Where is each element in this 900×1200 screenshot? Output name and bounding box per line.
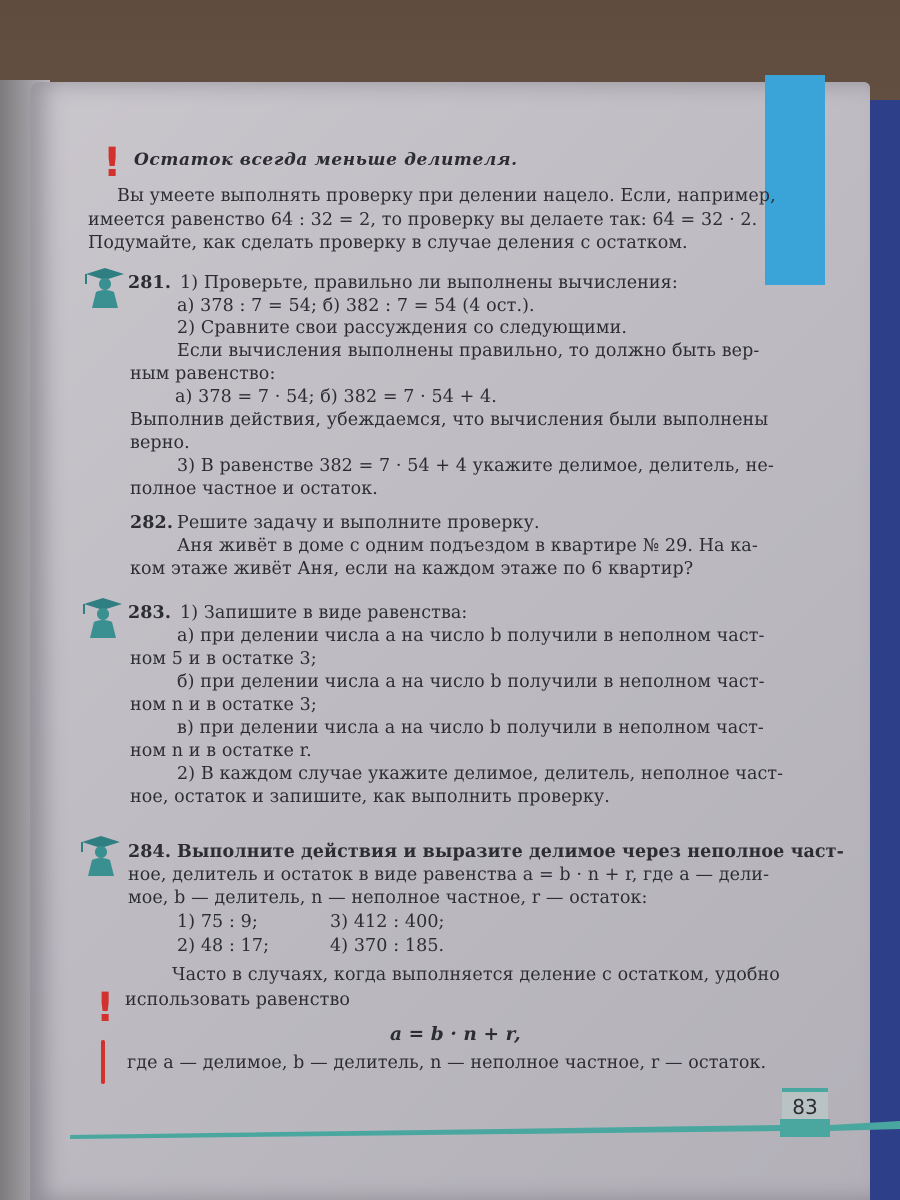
exclamation-icon: ! [103,140,122,186]
task-284-item: 3) 412 : 400; [330,912,445,932]
task-282-line: ком этаже живёт Аня, если на каждом этаже по 6 квартир? [130,559,694,579]
task-281-line: 2) Сравните свои рассуждения со следующими. [177,318,627,338]
note-text-line: использовать равенство [125,990,351,1010]
task-283-line: ном n и в остатке 3; [130,695,317,715]
task-284-line: мое, b — делитель, n — неполное частное, r — остаток: [128,888,648,908]
task-281-line: полное частное и остаток. [130,479,378,499]
task-number-283: 283. [128,603,172,623]
bookmark-ribbon [765,75,825,285]
task-number-282: 282. [130,513,174,533]
task-284-item: 4) 370 : 185. [330,936,445,956]
task-281-line: Выполнив действия, убеждаемся, что вычисления были выполнены [130,410,769,430]
task-284-item: 2) 48 : 17; [177,936,270,956]
rule-text-line: Подумайте, как сделать проверку в случае деления с остатком. [88,233,688,253]
note-text-line: Часто в случаях, когда выполняется деление с остатком, удобно [172,965,780,985]
rule-text-line: имеется равенство 64 : 32 = 2, то проверку вы делаете так: 64 = 32 · 2. [88,210,758,230]
task-283-line: 2) В каждом случае укажите делимое, делитель, неполное част- [177,764,784,784]
task-282-line: Решите задачу и выполните проверку. [177,513,540,533]
task-284-line: ное, делитель и остаток в виде равенства a = b · n + r, где a — дели- [128,865,770,885]
note-margin-bar [101,1040,105,1084]
task-number-284: 284. [128,842,172,862]
task-281-line: Если вычисления выполнены правильно, то должно быть вер- [177,341,760,361]
task-283-line: ном 5 и в остатке 3; [130,649,317,669]
task-283-line: ное, остаток и запишите, как выполнить проверку. [130,787,610,807]
task-281-line: верно. [130,433,190,453]
task-283-line: б) при делении числа a на число b получили в неполном част- [177,672,765,692]
task-283-line: 1) Запишите в виде равенства: [180,603,468,623]
rule-text-line: Вы умеете выполнять проверку при делении нацело. Если, например, [117,186,776,206]
task-283-line: ном n и в остатке r. [130,741,312,761]
student-graduate-icon [80,594,126,640]
note-text-line: где a — делимое, b — делитель, n — неполное частное, r — остаток. [127,1053,767,1073]
rule-heading: Остаток всегда меньше делителя. [134,150,518,170]
task-281-line: 1) Проверьте, правильно ли выполнены вычисления: [180,273,678,293]
task-281-line: а) 378 = 7 · 54; б) 382 = 7 · 54 + 4. [175,387,497,407]
bottom-decorative-rule [70,1117,900,1139]
student-graduate-icon [82,264,128,310]
task-281-line: 3) В равенстве 382 = 7 · 54 + 4 укажите делимое, делитель, не- [177,456,774,476]
task-282-line: Аня живёт в доме с одним подъездом в квартире № 29. На ка- [177,536,758,556]
task-283-line: а) при делении числа a на число b получили в неполном част- [177,626,765,646]
page-number: 83 [782,1088,828,1122]
task-number-281: 281. [128,273,172,293]
task-284-item: 1) 75 : 9; [177,912,258,932]
note-formula: a = b · n + r, [390,1024,521,1045]
task-283-line: в) при делении числа a на число b получили в неполном част- [177,718,764,738]
exclamation-icon: ! [96,985,115,1031]
task-281-line: а) 378 : 7 = 54; б) 382 : 7 = 54 (4 ост.). [177,296,535,316]
task-284-line: Выполните действия и выразите делимое через неполное част- [177,842,844,862]
task-281-line: ным равенство: [130,364,276,384]
student-graduate-icon [78,832,124,878]
